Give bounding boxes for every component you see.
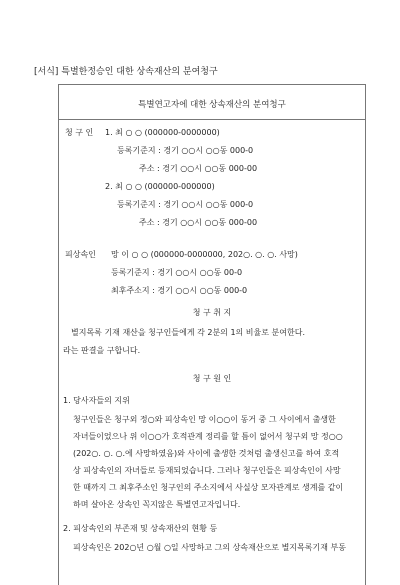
purpose-line-2: 라는 판결을 구합니다.	[63, 346, 141, 355]
section-2-title: 2. 피상속인의 부존재 및 상속재산의 현황 등	[63, 524, 218, 533]
section-1-line: (202○. ○. ○.에 사망하였음)와 사이에 출생한 것처럼 출생신고를 하여 호적	[73, 449, 340, 458]
section-1-line: 상 피상속인의 자녀들로 등재되었습니다. 그러나 청구인들은 피상속인이 사망	[73, 466, 341, 475]
deceased-last-address: 최후주소지 : 경기 ○○시 ○○동 000-0	[111, 286, 248, 295]
claimant-2-name: 2. 최 ○ ○ (000000-000000)	[105, 182, 215, 191]
document-header: [서식] 특별한정승인 대한 상속재산의 분여청구	[34, 67, 218, 77]
section-1-line: 한 때까지 그 최후주소인 청구인의 주소지에서 사실상 모자관계로 생계를 같이	[73, 483, 344, 492]
section-1-line: 자녀들이었으나 위 이○○가 호적관계 정리를 할 틈이 없어서 청구외 망 정○○	[73, 432, 343, 441]
deceased-label: 피상속인	[65, 250, 96, 259]
claimant-1-name: 1. 최 ○ ○ (000000-0000000)	[105, 128, 220, 137]
purpose-heading: 청 구 취 지	[192, 308, 232, 317]
deceased-registry: 등록기준지 : 경기 ○○시 ○○동 00-0	[111, 268, 243, 277]
claimant-2-address: 주소 : 경기 ○○시 ○○동 000-00	[139, 218, 258, 227]
document-title: 특별연고자에 대한 상속재산의 분여청구	[138, 100, 286, 110]
claimant-1-registry: 등록기준지 : 경기 ○○시 ○○동 000-0	[117, 146, 254, 155]
purpose-line-1: 별지목록 기재 재산을 청구인들에게 각 2분의 1의 비율로 분여한다.	[71, 328, 305, 337]
section-1-title: 1. 당사자들의 지위	[63, 396, 130, 405]
title-divider	[59, 119, 365, 120]
cause-heading: 청 구 원 인	[192, 374, 232, 383]
document-box	[58, 84, 366, 585]
deceased-name: 망 이 ○ ○ (000000-0000000, 202○. ○. ○. 사망)	[111, 250, 298, 259]
section-1-line: 청구인들은 청구외 정○와 피상속인 망 이○○이 동거 중 그 사이에서 출생한	[73, 415, 336, 424]
claimant-label: 청 구 인	[65, 128, 94, 137]
section-2-line: 피상속인은 202○년 ○월 ○일 사망하고 그의 상속재산으로 별지목록기재 부동	[73, 543, 346, 552]
section-1-line: 하며 살아온 상속인 꼭지않은 특별연고자입니다.	[73, 500, 241, 509]
claimant-1-address: 주소 : 경기 ○○시 ○○동 000-00	[139, 164, 258, 173]
claimant-2-registry: 등록기준지 : 경기 ○○시 ○○동 000-0	[117, 200, 254, 209]
